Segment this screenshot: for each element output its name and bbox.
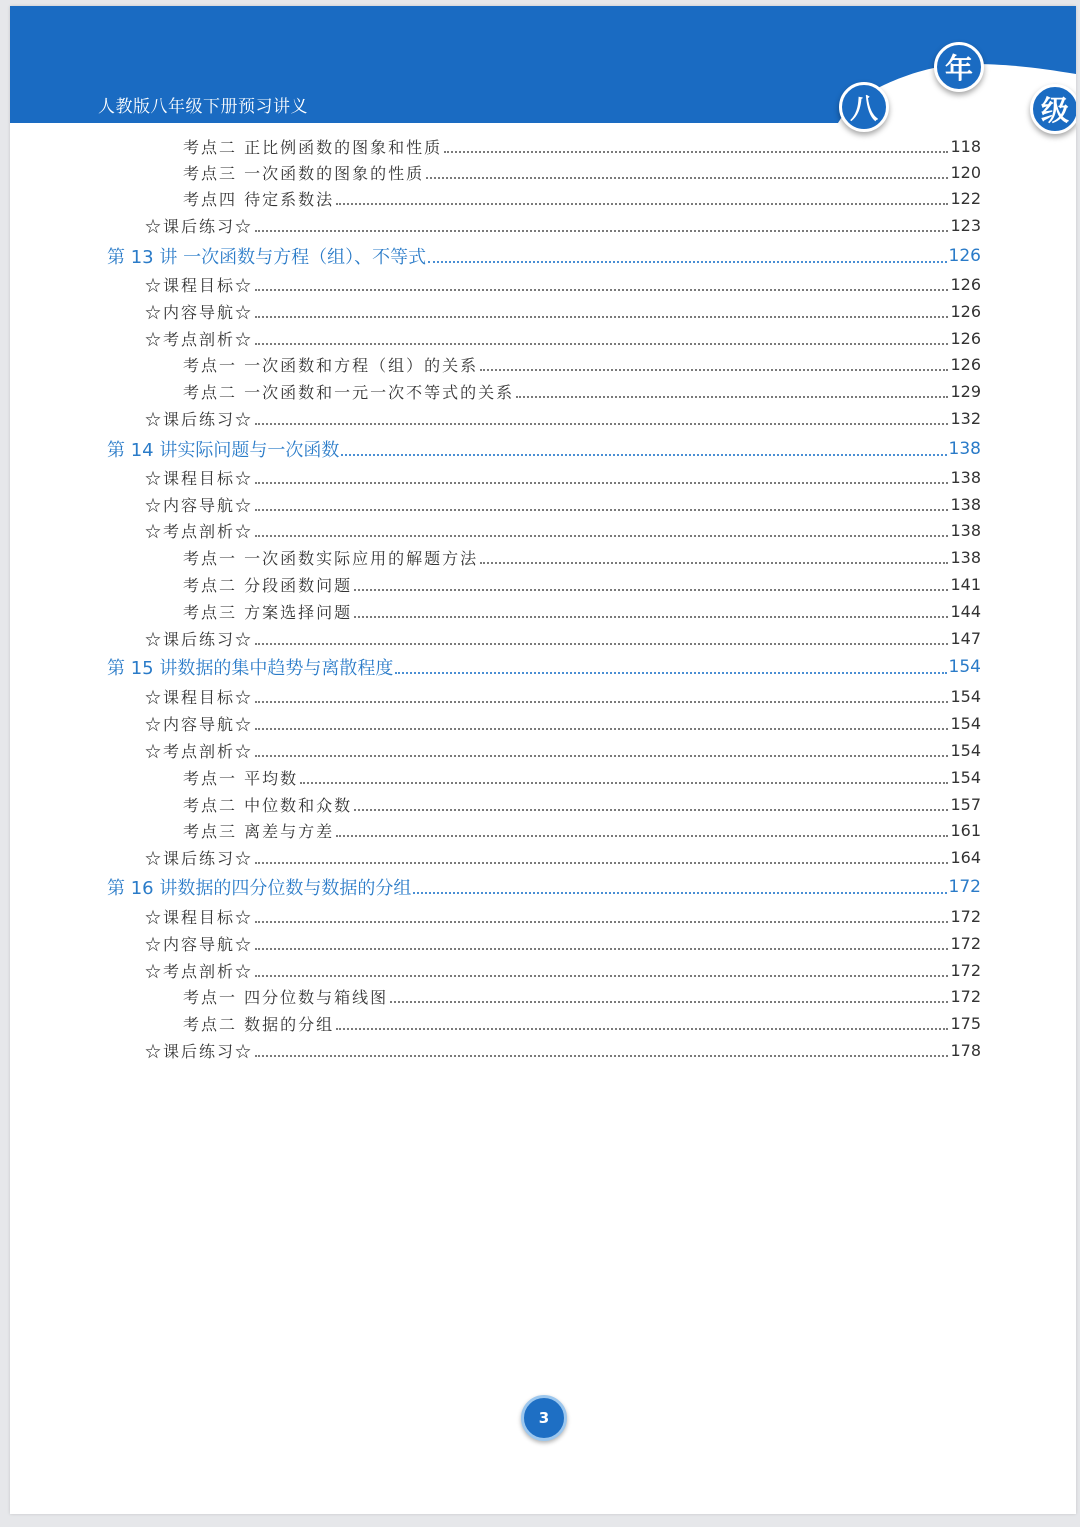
toc-label: 考点一 一次函数和方程（组）的关系 [183, 355, 479, 375]
toc-leader [255, 230, 948, 232]
toc-label: 考点四 待定系数法 [183, 189, 335, 209]
toc-page-number: 154 [950, 713, 981, 733]
toc-chapter-row[interactable] [107, 244, 981, 268]
toc-page-number: 154 [950, 767, 981, 787]
toc-label: ☆课后练习☆ [145, 629, 254, 649]
toc-page-number: 126 [950, 354, 981, 374]
toc-page-number: 138 [950, 494, 981, 514]
toc-label: 考点一 一次函数实际应用的解题方法 [183, 548, 479, 568]
grade-badge-1: 八 [839, 82, 889, 132]
page-number: 3 [521, 1395, 567, 1441]
toc-label: 第 15 讲数据的集中趋势与离散程度 [107, 658, 394, 679]
toc-leader [354, 809, 948, 811]
toc-page-number: 175 [950, 1013, 981, 1033]
toc-page-number: 157 [950, 794, 981, 814]
toc-page-number: 138 [948, 439, 981, 459]
toc-row[interactable] [145, 626, 981, 650]
toc-label: ☆课程目标☆ [145, 275, 254, 295]
toc-row[interactable] [145, 931, 981, 955]
toc-page-number: 147 [950, 628, 981, 648]
toc-label: ☆内容导航☆ [145, 934, 254, 954]
toc-row[interactable] [145, 684, 981, 708]
toc-row[interactable] [183, 186, 981, 210]
toc-page-number: 172 [950, 986, 981, 1006]
toc-label: 第 13 讲 一次函数与方程（组）、不等式 [107, 247, 427, 268]
toc-page-number: 138 [950, 467, 981, 487]
toc-leader [255, 535, 948, 537]
toc-leader [336, 835, 948, 837]
toc-leader [341, 454, 946, 456]
toc-label: ☆内容导航☆ [145, 302, 254, 322]
toc-leader [255, 862, 948, 864]
toc-leader [336, 203, 948, 205]
toc-leader [336, 1028, 948, 1030]
toc-chapter-row[interactable] [107, 875, 981, 899]
toc-leader [395, 672, 946, 674]
toc-chapter-row[interactable] [107, 437, 981, 461]
toc-leader [255, 921, 948, 923]
toc-leader [426, 177, 948, 179]
toc-chapter-row[interactable] [107, 655, 981, 679]
toc-row[interactable] [145, 406, 981, 430]
toc-label: ☆内容导航☆ [145, 714, 254, 734]
toc-label: 考点一 四分位数与箱线图 [183, 987, 389, 1007]
document-page [10, 6, 1076, 1514]
toc-page-number: 138 [950, 547, 981, 567]
toc-label: ☆考点剖析☆ [145, 741, 254, 761]
toc-page-number: 120 [950, 162, 981, 182]
toc-label: 考点三 方案选择问题 [183, 602, 353, 622]
header-title: 人教版八年级下册预习讲义 [98, 97, 308, 117]
toc-row[interactable] [145, 711, 981, 735]
toc-page-number: 118 [950, 136, 981, 156]
toc-leader [480, 562, 948, 564]
toc-leader [354, 589, 948, 591]
toc-row[interactable] [145, 738, 981, 762]
toc-page-number: 172 [948, 877, 981, 897]
toc-row[interactable] [183, 160, 981, 184]
toc-row[interactable] [183, 545, 981, 569]
toc-label: 第 14 讲实际问题与一次函数 [107, 440, 340, 461]
toc-row[interactable] [183, 984, 981, 1008]
toc-page-number: 172 [950, 960, 981, 980]
toc-label: 考点三 一次函数的图象的性质 [183, 163, 425, 183]
toc-label: ☆内容导航☆ [145, 495, 254, 515]
toc-row[interactable] [183, 792, 981, 816]
toc-label: ☆课程目标☆ [145, 468, 254, 488]
toc-page-number: 129 [950, 381, 981, 401]
toc-row[interactable] [145, 492, 981, 516]
toc-leader [255, 701, 948, 703]
toc-leader [255, 948, 948, 950]
toc-row[interactable] [145, 299, 981, 323]
toc-leader [255, 728, 948, 730]
toc-page-number: 126 [950, 328, 981, 348]
toc-row[interactable] [183, 1011, 981, 1035]
toc-label: ☆考点剖析☆ [145, 329, 254, 349]
toc-page-number: 172 [950, 933, 981, 953]
toc-row[interactable] [183, 352, 981, 376]
toc-page-number: 161 [950, 820, 981, 840]
toc-leader [255, 509, 948, 511]
toc-row[interactable] [145, 465, 981, 489]
toc-leader [255, 643, 948, 645]
toc-page-number: 172 [950, 906, 981, 926]
toc-label: 考点二 中位数和众数 [183, 795, 353, 815]
toc-leader [255, 482, 948, 484]
toc-label: 考点二 正比例函数的图象和性质 [183, 137, 443, 157]
toc-row[interactable] [145, 518, 981, 542]
toc-label: ☆课程目标☆ [145, 907, 254, 927]
toc-leader [255, 423, 948, 425]
toc-leader [444, 151, 948, 153]
toc-row[interactable] [183, 765, 981, 789]
toc-row[interactable] [145, 958, 981, 982]
toc-leader [516, 396, 948, 398]
toc-row[interactable] [145, 272, 981, 296]
toc-page-number: 126 [950, 301, 981, 321]
toc-label: 考点二 分段函数问题 [183, 575, 353, 595]
toc-page-number: 144 [950, 601, 981, 621]
toc-page-number: 141 [950, 574, 981, 594]
toc-row[interactable] [145, 326, 981, 350]
toc-label: ☆课后练习☆ [145, 1041, 254, 1061]
toc-row[interactable] [145, 845, 981, 869]
toc-label: ☆考点剖析☆ [145, 521, 254, 541]
toc-page-number: 178 [950, 1040, 981, 1060]
toc-label: 第 16 讲数据的四分位数与数据的分组 [107, 878, 412, 899]
toc-row[interactable] [145, 1038, 981, 1062]
toc-page-number: 164 [950, 847, 981, 867]
toc-leader [354, 616, 948, 618]
toc-leader [255, 289, 948, 291]
toc-label: 考点三 离差与方差 [183, 821, 335, 841]
toc-leader [428, 261, 946, 263]
toc-label: 考点二 数据的分组 [183, 1014, 335, 1034]
toc-page-number: 138 [950, 520, 981, 540]
toc-leader [255, 343, 948, 345]
toc-page-number: 123 [950, 215, 981, 235]
toc-label: 考点二 一次函数和一元一次不等式的关系 [183, 382, 515, 402]
toc-page-number: 154 [950, 686, 981, 706]
toc-leader [255, 755, 948, 757]
toc-leader [390, 1001, 948, 1003]
toc-leader [255, 975, 948, 977]
toc-row[interactable] [183, 379, 981, 403]
toc-leader [255, 1055, 948, 1057]
header-banner [10, 6, 1076, 146]
toc-page-number: 122 [950, 188, 981, 208]
toc-page-number: 154 [950, 740, 981, 760]
toc-row[interactable] [183, 572, 981, 596]
toc-label: 考点一 平均数 [183, 768, 299, 788]
grade-badge-2: 年 [934, 42, 984, 92]
toc-leader [480, 369, 948, 371]
toc-label: ☆考点剖析☆ [145, 961, 254, 981]
toc-leader [413, 892, 946, 894]
toc-row[interactable] [183, 134, 981, 158]
toc-page-number: 126 [948, 246, 981, 266]
toc-page-number: 126 [950, 274, 981, 294]
grade-badge-3: 级 [1030, 84, 1076, 134]
toc-row[interactable] [145, 213, 981, 237]
toc-label: ☆课后练习☆ [145, 216, 254, 236]
toc-leader [300, 782, 948, 784]
toc-page-number: 154 [948, 657, 981, 677]
toc-row[interactable] [145, 904, 981, 928]
toc-row[interactable] [183, 818, 981, 842]
toc-label: ☆课后练习☆ [145, 409, 254, 429]
toc-label: ☆课程目标☆ [145, 687, 254, 707]
toc-row[interactable] [183, 599, 981, 623]
toc-label: ☆课后练习☆ [145, 848, 254, 868]
toc-leader [255, 316, 948, 318]
toc-page-number: 132 [950, 408, 981, 428]
